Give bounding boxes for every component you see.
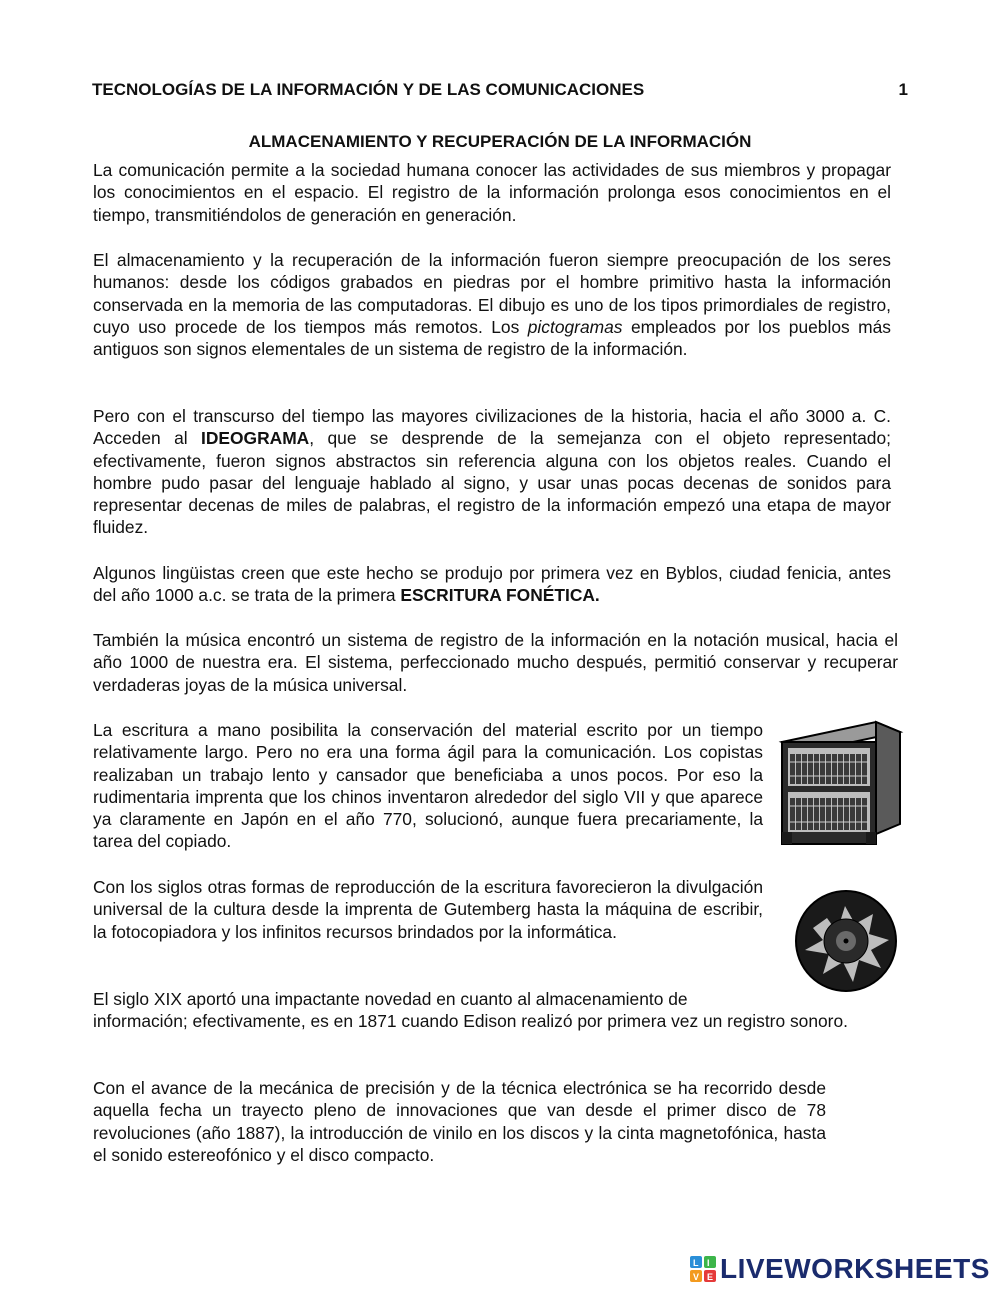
paragraph-4-bold: ESCRITURA FONÉTICA. xyxy=(400,585,600,606)
paragraph-8-rest: información; efectivamente, es en 1871 cuando Edison realizó por primera vez un registro sonoro. xyxy=(93,1011,848,1032)
vinyl-record-illustration xyxy=(793,888,899,994)
paragraph-2-text-b: empleados por los pueblos más antiguos son signos elementales de un sistema de registro de la información. xyxy=(93,316,892,360)
logo-icon-letter-1: L xyxy=(693,1258,699,1268)
paragraph-8-line-1: El siglo XIX aportó una impactante novedad en cuanto al almacenamiento de xyxy=(93,989,688,1009)
document-title: TECNOLOGÍAS DE LA INFORMACIÓN Y DE LAS COMUNICACIONES xyxy=(92,80,645,99)
logo-icon-letter-4: E xyxy=(707,1272,714,1282)
paragraph-9: Con el avance de la mecánica de precisión y de la técnica electrónica se ha recorrido desde aquella fecha un trayecto pleno de innovaciones que van desde el primer disco de 78 revoluciones (año 1887), la introducción de vinilo en los discos y la cinta magnetofónica, hasta el sonido estereofónico y el disco compacto. xyxy=(93,1078,826,1165)
paragraph-5: También la música encontró un sistema de registro de la información en la notación musical, hacia el año 1000 de nuestra era. El sistema, perfeccionado mucho después, permitió conservar y recuperar verdaderas joyas de la música universal. xyxy=(93,630,898,695)
logo-icon-letter-2: I xyxy=(707,1258,710,1268)
paragraph-3-text-a: Pero con el transcurso del tiempo las mayores civilizaciones de la historia, hacia el año 3000 a. C. Acceden al xyxy=(93,406,891,449)
paragraph-3 xyxy=(93,405,891,539)
section-title: ALMACENAMIENTO Y RECUPERACIÓN DE LA INFORMACIÓN xyxy=(248,132,752,151)
paragraph-2-text-a: El almacenamiento y la recuperación de la información fueron siempre preocupación de los seres humanos: desde los códigos grabados en piedras por el hombre primitivo hasta la información conservada en la memoria de las computadoras. El dibujo es uno de los tipos primordiales de registro, cuyo uso procede de los tiempos más remotos. Los xyxy=(93,250,891,337)
paragraph-7: Con los siglos otras formas de reproducción de la escritura favorecieron la divulgación universal de la cultura desde la imprenta de Gutemberg hasta la máquina de escribir, la fotocopiadora y los infinitos recursos brindados por la informática. xyxy=(93,877,763,942)
paragraph-4 xyxy=(93,562,891,607)
paragraph-3-text-b: , que se desprende de la semejanza con el objeto representado; efectivamente, fueron signos abstractos sin referencia alguna con los objetos reales. Cuando el hombre pudo pasar del lenguaje hablado al signo, y usar unas pocas decenas de sonidos para representar decenas de miles de palabras, el registro de la información empezó una etapa de mayor fluidez. xyxy=(93,428,891,538)
paragraph-6: La escritura a mano posibilita la conservación del material escrito por un tiempo relativamente largo. Pero no era una forma ágil para la comunicación. Los copistas realizaban un trabajo lento y cansador que beneficiaba a unos pocos. Por eso la rudimentaria imprenta que los chinos inventaron alrededor del siglo VII y que aparece ya claramente en Japón en el año 770, solucionó, aunque fuera precariamente, la tarea del copiado. xyxy=(93,720,763,852)
logo-icon-letter-3: V xyxy=(693,1272,700,1282)
bookshelf-illustration xyxy=(776,716,904,846)
paragraph-1: La comunicación permite a la sociedad humana conocer las actividades de sus miembros y propagar los conocimientos en el espacio. El registro de la información prolonga esos conocimientos en el tiempo, transmitiéndolos de generación en generación. xyxy=(93,160,891,225)
liveworksheets-logo-text: LIVEWORKSHEETS xyxy=(720,1253,990,1284)
paragraph-3-bold: IDEOGRAMA xyxy=(201,428,310,449)
liveworksheets-logo xyxy=(690,1254,990,1284)
document-header xyxy=(92,79,908,101)
paragraph-8 xyxy=(93,988,885,1033)
page-number: 1 xyxy=(898,80,908,99)
paragraph-4-text: Algunos lingüistas creen que este hecho se produjo por primera vez en Byblos, ciudad fenicia, antes del año 1000 a.c. se trata de la primera xyxy=(93,563,891,606)
paragraph-2 xyxy=(93,249,891,360)
liveworksheets-logo-icon xyxy=(690,1256,716,1282)
paragraph-2-italic: pictogramas xyxy=(527,316,623,337)
